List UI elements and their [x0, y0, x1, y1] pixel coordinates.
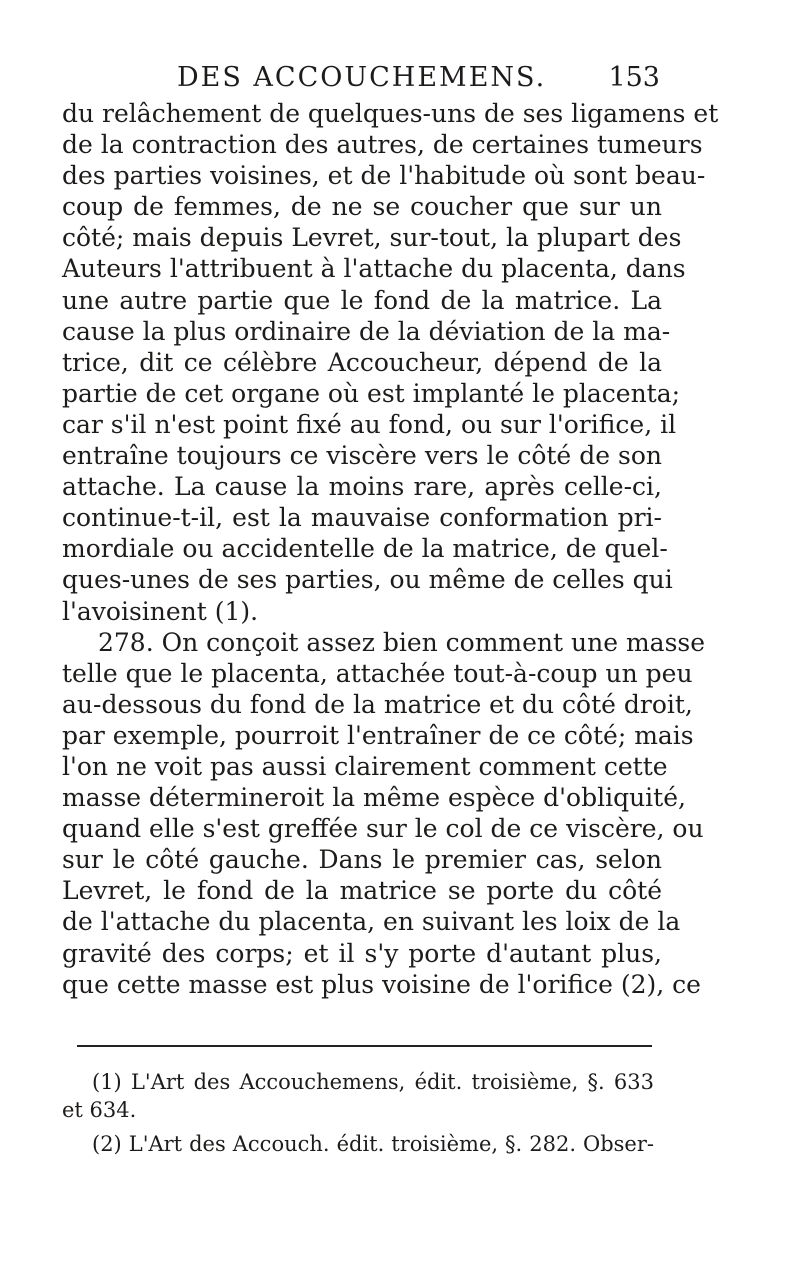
body-text: [62, 98, 719, 1000]
text-line: côté; mais depuis Levret, sur-tout, la plupart des: [62, 223, 682, 253]
text-line: car s'il n'est point fixé au fond, ou sur l'orifice, il: [62, 409, 677, 439]
text-line: Levret, le fond de la matrice se porte du côté: [62, 876, 662, 906]
text-line: de la contraction des autres, de certaines tumeurs: [62, 130, 703, 160]
text-line: une autre partie que le fond de la matrice. La: [62, 285, 662, 315]
page-header: [62, 58, 660, 98]
running-title: DES ACCOUCHEMENS.: [177, 62, 547, 93]
text-line: au-dessous du fond de la matrice et du côté droit,: [62, 689, 693, 719]
footnote-divider: [77, 1045, 652, 1047]
paragraph-start-line: 278. On conçoit assez bien comment une masse: [98, 627, 706, 657]
text-line: ques-unes de ses parties, ou même de celles qui: [62, 565, 673, 595]
text-line: coup de femmes, de ne se coucher que sur un: [62, 192, 662, 222]
text-line: de l'attache du placenta, en suivant les loix de la: [62, 907, 681, 937]
text-line: sur le côté gauche. Dans le premier cas, selon: [62, 845, 662, 875]
footnotes: [62, 1068, 654, 1158]
text-line: masse détermineroit la même espèce d'obliquité,: [62, 783, 686, 813]
text-line: attache. La cause la moins rare, après celle-ci,: [62, 472, 662, 502]
page-number: 153: [608, 62, 660, 93]
text-line: quand elle s'est greffée sur le col de ce viscère, ou: [62, 814, 704, 844]
text-line: trice, dit ce célèbre Accoucheur, dépend de la: [62, 347, 662, 377]
text-line: gravité des corps; et il s'y porte d'autant plus,: [62, 938, 662, 968]
text-line: l'avoisinent (1).: [62, 596, 259, 626]
text-line: des parties voisines, et de l'habitude où sont beau-: [62, 161, 706, 191]
footnote-1-continued: et 634.: [62, 1098, 137, 1122]
text-line: que cette masse est plus voisine de l'orifice (2), ce: [62, 969, 701, 999]
text-line: mordiale ou accidentelle de la matrice, de quel-: [62, 534, 668, 564]
footnote-1: (1) L'Art des Accouchemens, édit. troisième, §. 633: [92, 1070, 654, 1094]
text-line: l'on ne voit pas aussi clairement comment cette: [62, 751, 668, 781]
footnote-2: (2) L'Art des Accouch. édit. troisième, §. 282. Obser-: [92, 1132, 654, 1156]
text-line: telle que le placenta, attachée tout-à-coup un peu: [62, 658, 693, 688]
text-line: par exemple, pourroit l'entraîner de ce côté; mais: [62, 720, 694, 750]
text-line: entraîne toujours ce viscère vers le côté de son: [62, 441, 662, 471]
text-line: partie de cet organe où est implanté le placenta;: [62, 378, 681, 408]
text-line: Auteurs l'attribuent à l'attache du placenta, dans: [62, 254, 686, 284]
text-line: cause la plus ordinaire de la déviation de la ma-: [62, 316, 671, 346]
text-line: du relâchement de quelques-uns de ses ligamens et: [62, 99, 719, 128]
text-line: continue-t-il, est la mauvaise conformation pri-: [62, 503, 662, 533]
